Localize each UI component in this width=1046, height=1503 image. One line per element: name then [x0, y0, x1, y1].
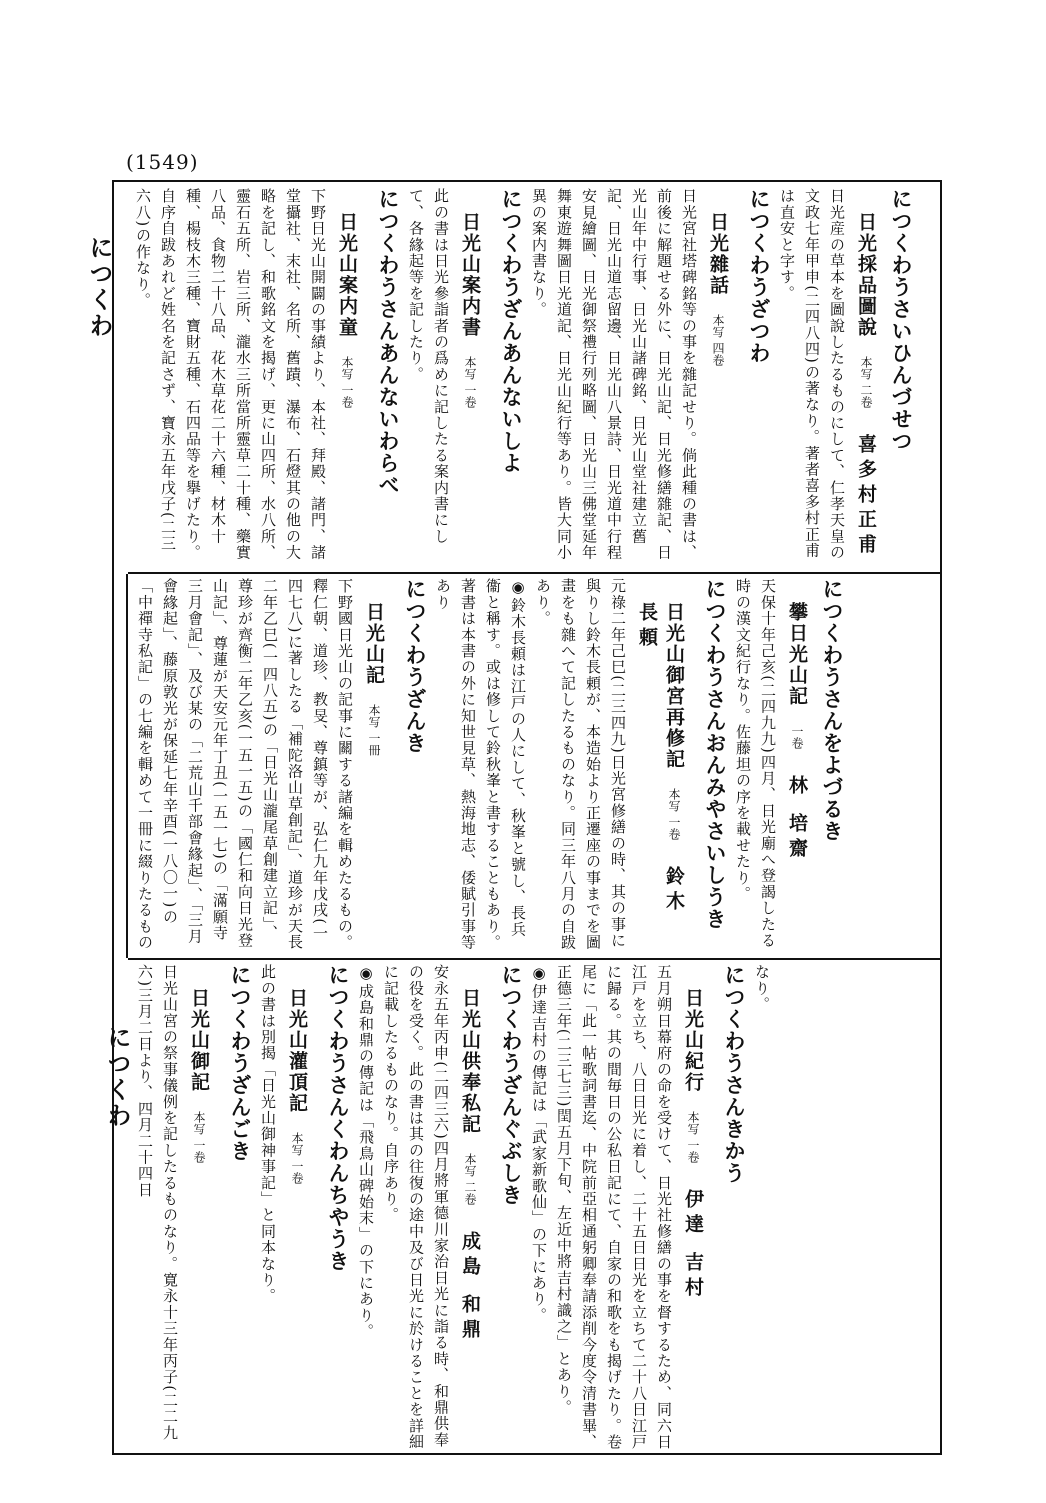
entry-title: 日光山御記本写 一卷: [188, 988, 210, 1163]
section-divider: [128, 572, 942, 574]
entry-volume: 本写 一卷: [463, 356, 477, 408]
entry-volume: 一卷: [790, 725, 804, 749]
entry-volume: 本写 一卷: [290, 1132, 304, 1184]
entry-author: 林 培齋: [786, 775, 808, 863]
entry-text: 下野日光山開闢の事績より、本社、拜殿、諸門、諸堂攝社、末社、名所、舊蹟、瀑布、石燈其の他の大略を記し、和歌銘文を揭げ、更に山四所、水八所、靈石五所、岩三所、瀧水三所當所靈草二十種、藥實八品、食物二十八品、花木草花二十六種、材木十種、楊枝木三種、寶財五種、石四品等を擧げたり。自序自跋あれど姓名を記さず、寶永五年戊子(二三六八)の作なり。: [134, 188, 327, 561]
entry-text: 此の書は日光參詣者の爲めに記したる案内書にして、各緣起等を記したり。: [407, 188, 450, 545]
entry-heading: につくわうさいひんづせつ: [889, 188, 914, 452]
entry-author: 伊達 吉村: [682, 1188, 704, 1302]
entry-text: 日光宮社塔碑銘等の事を雜記せり。倘此種の書は、前後に解題せる外に、日光山記、日光修繕雜記、日光山年中行事、日光山諸碑銘、日光山堂社建立舊記、日光山道志留邊、日光山八景詩、日光道中行程安見繪圖、日光御祭禮行列略圖、日光山三佛堂延年舞東遊舞圖日光道記、日光山紀行等あり。皆大同小異の案内書なり。: [530, 188, 698, 561]
entry-text: 元祿二年己巳(二三四九)日光宮修繕の時、其の事に與りし鈴木長頼が、本造始より正遷座の事までを圖畫をも雜へて記したるものなり。同三年八月の自跋あり。: [534, 578, 627, 951]
entry-heading: につくわうさんくわんちやうき: [326, 964, 351, 1272]
entry-note: ◉成島和鼎の傳記は「飛鳥山碑始末」の下にあり。: [357, 964, 375, 1340]
entry-volume: 本写 二卷: [859, 356, 873, 408]
entry-title: 日光雜話本写 四卷: [707, 212, 729, 366]
entry-heading: につくわうさんきかう: [722, 964, 747, 1184]
entry-text-continued: なり。: [753, 964, 771, 1013]
entry-heading: につくわうざんぐぶしき: [499, 964, 524, 1206]
entry-title: 日光山紀行本写 一卷伊達 吉村: [682, 988, 704, 1302]
entry-volume: 本写 四卷: [711, 314, 725, 366]
entry-author: 喜多村正甫: [855, 433, 877, 559]
entry-heading: につくわうさんおんみやさいしうき: [703, 578, 728, 930]
running-head: につくわ: [103, 1025, 132, 1129]
entry-volume: 本写 一卷: [686, 1111, 700, 1163]
entry-volume: 本写 一卷: [340, 356, 354, 408]
entry-text: 日光産の草本を圖說したるものにして、仁孝天皇の文政七年甲申(二四八四)の著なり。著者喜多村正甫は直安と字す。: [778, 188, 846, 561]
page-number: (1549): [126, 150, 199, 174]
entry-author: 成島 和鼎: [459, 1230, 481, 1344]
entry-text: 此の書は別揭「日光山御神事記」と同本なり。: [259, 964, 277, 1305]
entry-title: 攀日光山記一卷林 培齋: [786, 602, 808, 863]
entry-title: 日光山灌頂記本写 一卷: [286, 988, 308, 1184]
entry-author: 鈴木 長頼: [636, 602, 685, 916]
section-top: [130, 188, 936, 566]
entry-title: 日光採品圖說本写 二卷喜多村正甫: [855, 212, 877, 559]
entry-heading: につくわうさんをよづるき: [820, 578, 845, 842]
entry-heading: につくわうさんあんないわらべ: [376, 188, 401, 496]
entry-note: ◉伊達吉村の傳記は「武家新歌仙」の下にあり。: [530, 964, 548, 1324]
entry-title: 日光山記本写 一冊: [363, 602, 385, 756]
entry-text: 天保十年己亥(二四九九)四月、日光廟へ登謁したる時の漢文紀行なり。佐藤坦の序を載せたり。: [734, 578, 777, 949]
entry-heading: につくわうざんごき: [228, 964, 253, 1162]
section-bottom: [132, 964, 936, 1452]
entry-title: 日光山案内書本写 一卷: [459, 212, 481, 408]
entry-volume: 本写 一卷: [192, 1111, 206, 1163]
entry-text: 日光山宮の祭事儀例を記したるものなり。寛永十三年丙子(二二九六)三月二日より、四月二十四日: [136, 964, 179, 1441]
entry-text: 下野國日光山の記事に關する諸編を輯めたるもの。釋仁朝、道珍、教旻、尊鎮等が、弘仁九年戊戌(一四七八)に著したる「補陀洛山草創記」、道珍が天長二年乙巳(一四八五)の「日光山瀧尾草創建立記」、尊珍が齊衡二年乙亥(一五一五)の「國仁和向日光登山記」、尊蓮が天安元年丁丑(一五一七)の「滿願寺三月會記」、及び某の「二荒山千部會緣起」、「三月會緣起」、藤原敦光が保延七年辛酉(一八〇一)の「中禪寺私記」の七編を輯めて一冊に綴りたるもの: [136, 578, 354, 951]
entry-heading: につくわうざつわ: [747, 188, 772, 364]
margin-rule: [126, 574, 128, 958]
section-middle: [132, 578, 936, 952]
entry-text: 五月朔日幕府の命を受けて、日光社修繕の事を督するため、同六日江戸を立ち、八日日光に着し、二十五日日光を立ちて二十八日江戸に歸る。其の間毎日の公私日記にて、自家の和歌をも揭げたり。卷尾に「此一帖歌詞書迄、中院前亞相通躬卿奉請添削今度令清書畢、正德三年(二三七三)閏五月下旬、左近中將吉村識之」とあり。: [555, 964, 673, 1450]
entry-heading: につくわうざんき: [403, 578, 428, 754]
entry-volume: 本写 一卷: [667, 788, 681, 840]
section-divider: [128, 958, 942, 960]
entry-title: 日光山供奉私記本写 二卷成島 和鼎: [459, 988, 481, 1344]
entry-text: 安永五年丙申(二四三六)四月將軍德川家治日光に詣る時、和鼎供奉の役を受く。此の書は其の往復の途中及び日光に於けることを詳細に記載したるものなり。自序あり。: [382, 964, 450, 1450]
running-head: につくわ: [85, 235, 114, 339]
entry-title: 日光山案内童本写 一卷: [336, 212, 358, 408]
entry-heading: につくわうざんあんないしよ: [499, 188, 524, 474]
entry-title: 日光山御宮再修記本写 一卷鈴木 長頼: [636, 602, 685, 916]
entry-volume: 本写 一冊: [367, 704, 381, 756]
entry-note: ◉鈴木長頼は江戸の人にして、秋峯と號し、長兵衞と稱す。或は修して鈴秋峯と書することもあり。著書は本書の外に知世見草、熱海地志、倭賦引事等あり: [434, 578, 527, 951]
entry-volume: 本写 二卷: [463, 1153, 477, 1205]
